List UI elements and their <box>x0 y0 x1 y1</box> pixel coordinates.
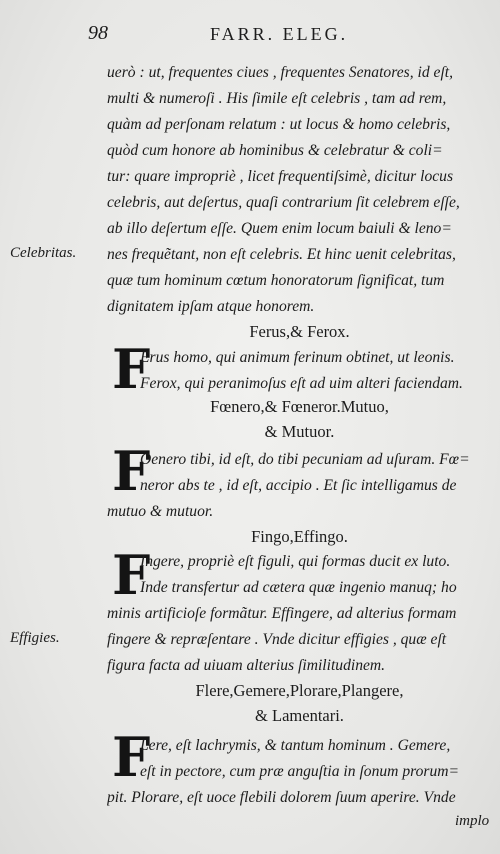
text-line: nes frequẽtant, non eſt celebris. Et hinc uenit celebritas, <box>107 246 456 263</box>
entry-heading: & Lamentari. <box>255 706 344 725</box>
text-line: minis artificioſe formãtur. Effingere, ad alterius formam <box>107 605 457 622</box>
text-line: quòd cum honore ab hominibus & celebratur & coli= <box>107 142 443 159</box>
entry-heading: Fœnero,& Fœneror.Mutuo, <box>210 397 389 416</box>
text-line: Ferox, qui peranimoſus eſt ad uim alteri faciendam. <box>140 375 463 392</box>
text-line: Ingere, propriè eſt figuli, qui formas ducit ex luto. <box>140 553 451 570</box>
text-line: multi & numeroſi . His ſimile eſt celebris , tam ad rem, <box>107 90 447 107</box>
text-line: figura facta ad uiuam alterius ſimilitudinem. <box>107 657 386 674</box>
entry-heading: Flere,Gemere,Plorare,Plangere, <box>195 681 404 700</box>
catchword: implo <box>455 813 490 829</box>
entry-heading: Fingo,Effingo. <box>251 527 348 546</box>
text-line: mutuo & mutuor. <box>107 503 214 520</box>
text-line: eſt in pectore, cum præ anguſtia in ſonum prorum= <box>140 763 460 780</box>
margin-note: Effigies. <box>10 630 60 646</box>
page-number: 98 <box>88 22 108 44</box>
text-line: neror abs te , id eſt, accipio . Et ſic intelligamus de <box>140 477 457 494</box>
drop-cap: F <box>112 543 151 607</box>
text-line: celebris, aut deſertus, quaſi contrarium ſit celebrem eſſe, <box>107 194 460 211</box>
text-line: quæ tum hominum cœtum honoratorum ſignificat, tum <box>107 272 445 289</box>
text-line: dignitatem ipſam atque honorem. <box>107 298 315 315</box>
text-line: uerò : ut, frequentes ciues , frequentes Senatores, id eſt, <box>107 64 454 81</box>
margin-note: Celebritas. <box>10 245 77 261</box>
drop-cap: F <box>112 337 151 401</box>
entry-heading: Ferus,& Ferox. <box>249 322 350 341</box>
text-line: Oenero tibi, id eſt, do tibi pecuniam ad uſuram. Fœ= <box>140 451 470 468</box>
text-line: fingere & repræſentare . Vnde dicitur effigies , quæ eſt <box>107 631 447 648</box>
text-line: Erus homo, qui animum ferinum obtinet, ut leonis. <box>140 349 455 366</box>
text-line: ab illo deſertum eſſe. Quem enim locum baiuli & leno= <box>107 220 452 237</box>
entry-heading: & Mutuor. <box>264 422 335 441</box>
drop-cap: F <box>112 439 151 503</box>
text-line: tur: quare impropriè , licet frequentiſsimè, dicitur locus <box>107 168 454 185</box>
running-title: FARR. ELEG. <box>210 24 349 44</box>
text-line: quàm ad perſonam relatum : ut locus & homo celebris, <box>107 116 451 133</box>
text-line: Inde transfertur ad cætera quæ ingenio manuq; ho <box>140 579 457 596</box>
text-line: Lere, eſt lachrymis, & tantum hominum . Gemere, <box>140 737 451 754</box>
text-line: pit. Plorare, eſt uoce flebili dolorem ſuum aperire. Vnde <box>107 789 456 806</box>
drop-cap: F <box>112 725 151 789</box>
